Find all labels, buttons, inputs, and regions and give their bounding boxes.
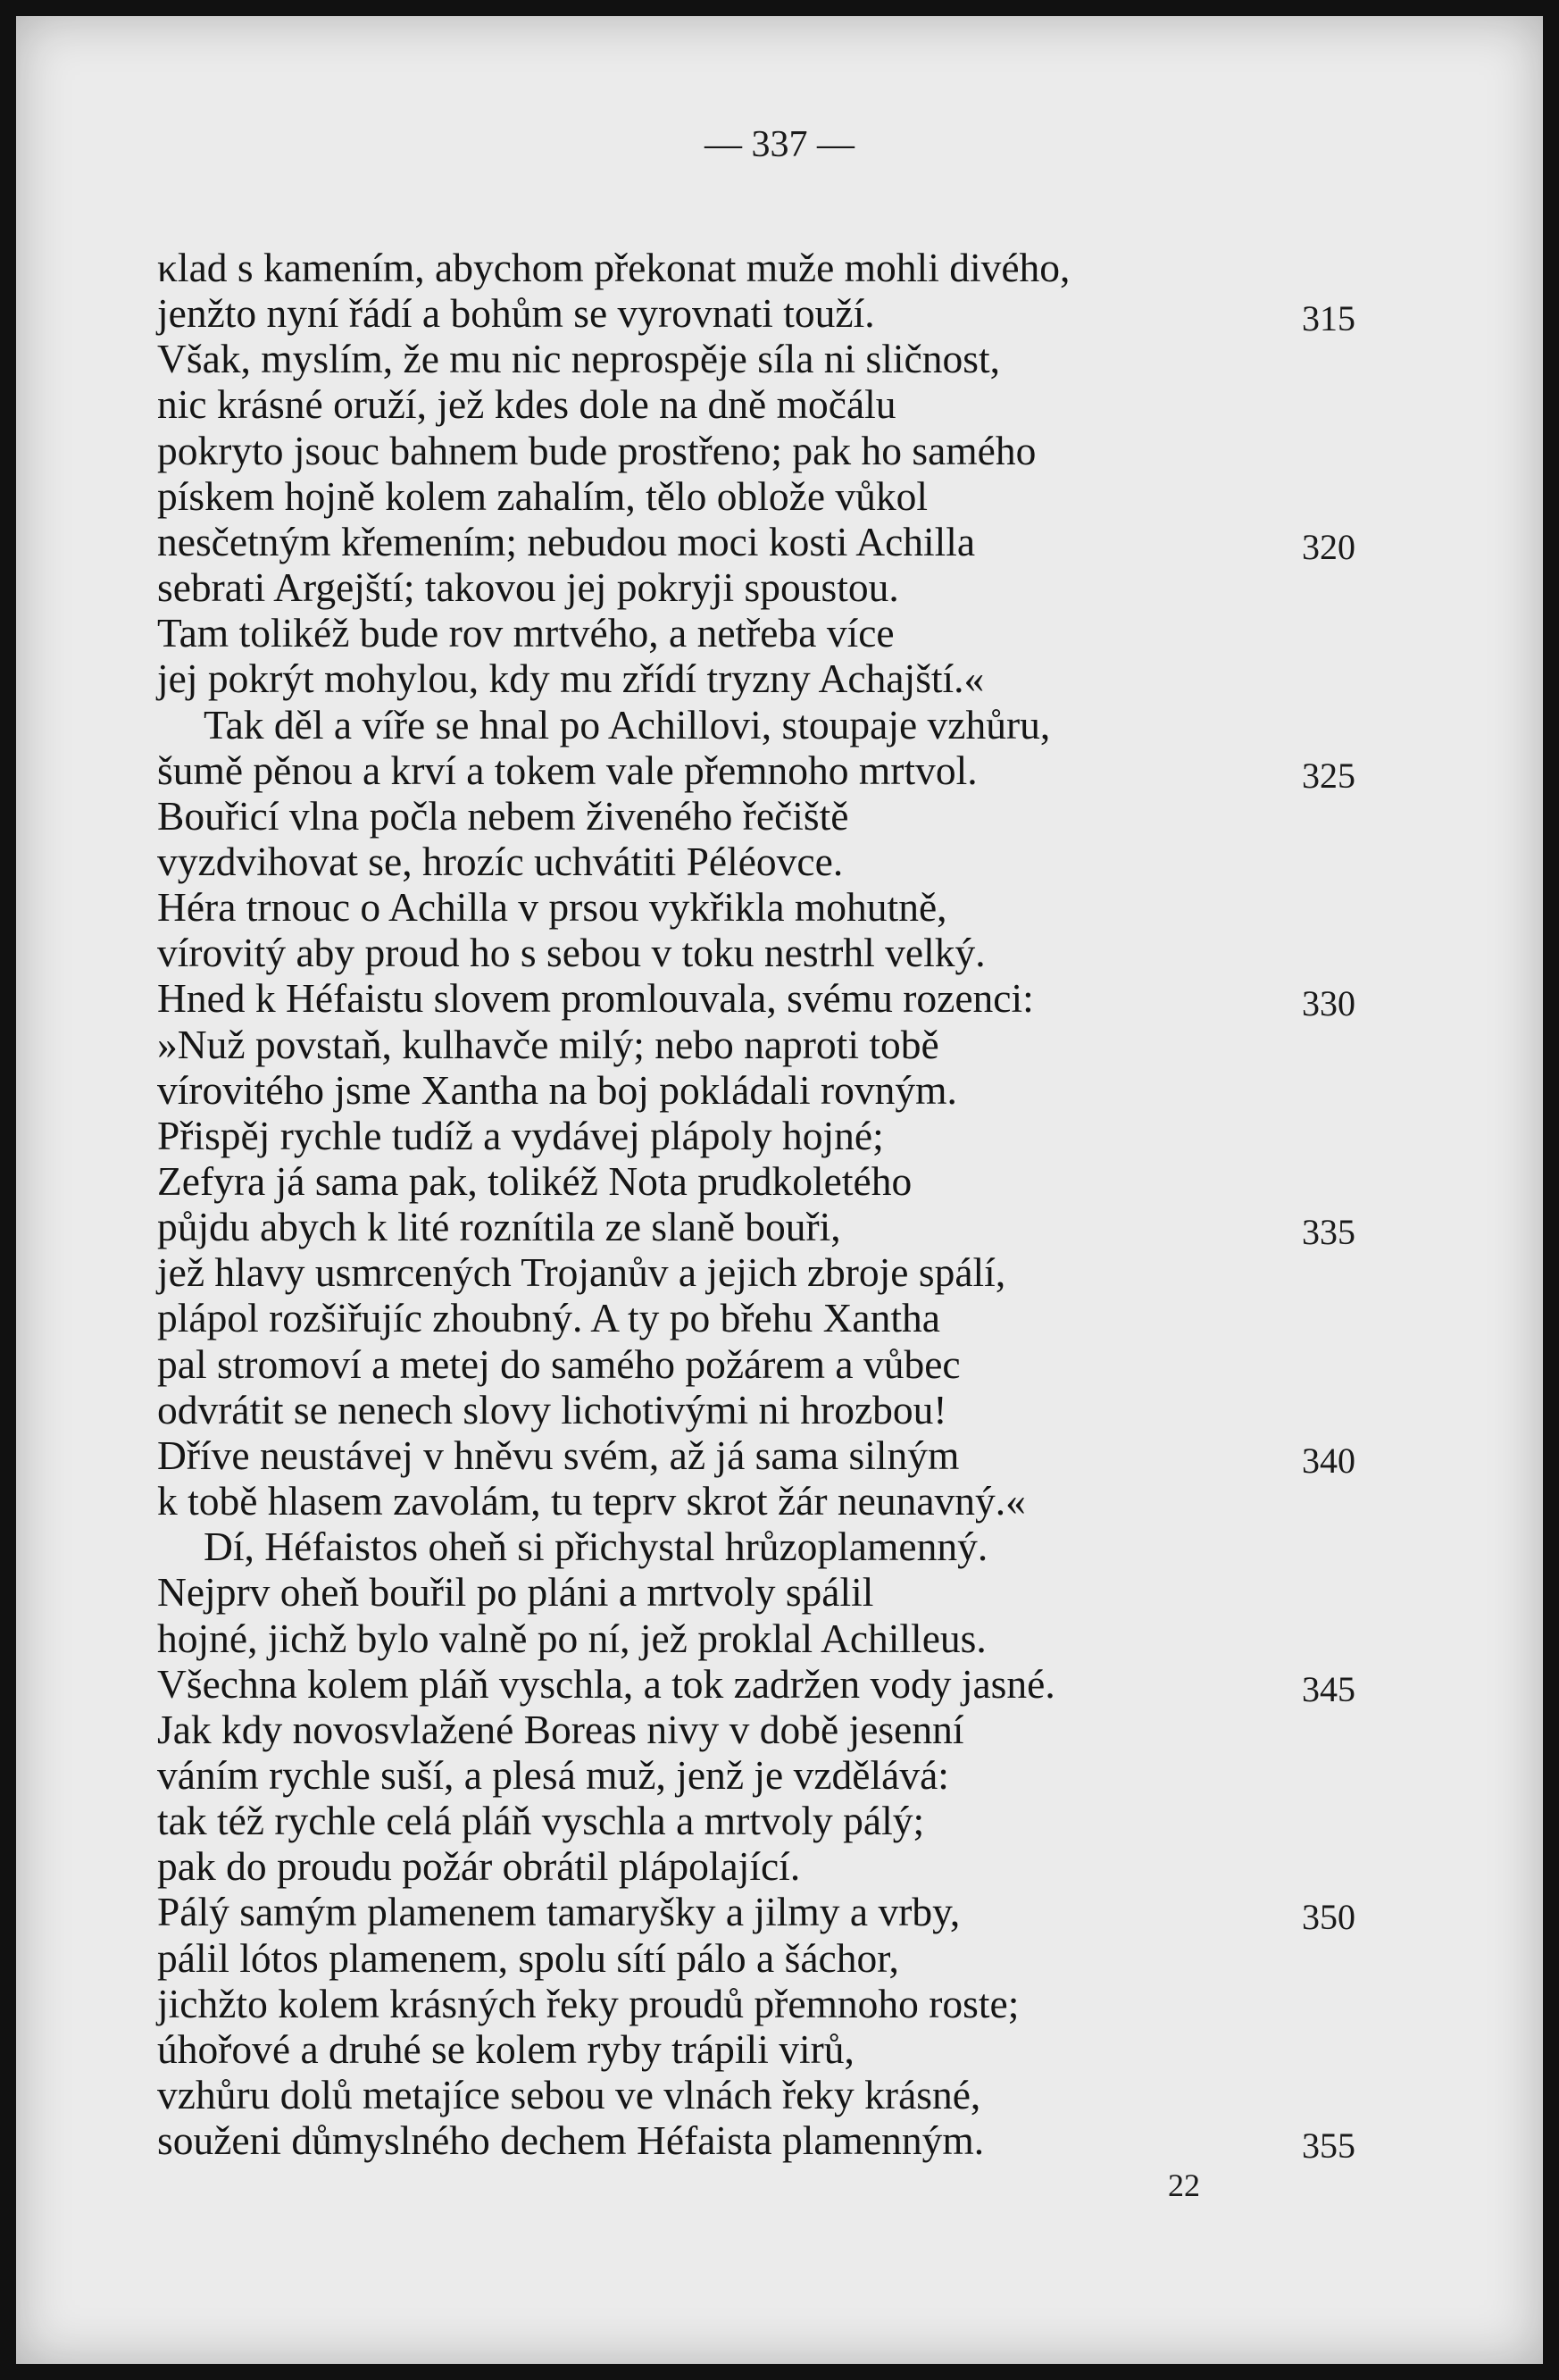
verse-line <box>157 1707 1264 1752</box>
verse-text: jichžto kolem krásných řeky proudů přemnoho roste; <box>157 1981 1020 2026</box>
verse-text: nic krásné oruží, jež kdes dole na dně močálu <box>157 381 896 427</box>
verse-line <box>157 1478 1264 1524</box>
verse-text: pokryto jsouc bahnem bude prostřeno; pak ho samého <box>157 428 1037 473</box>
verse-text: pískem hojně kolem zahalím, tělo obložе vůkol <box>157 473 929 519</box>
page-number-header: — 337 — <box>704 124 855 165</box>
verse-text: hojné, jichž bylo valně po ní, jež proklal Achilleus. <box>157 1616 987 1661</box>
verse-line <box>157 1981 1264 2026</box>
verse-text: pálil lótos plamenem, spolu sítí pálo a šáchor, <box>157 1935 899 1981</box>
verse-line <box>204 702 1264 747</box>
verse-line <box>157 245 1264 290</box>
verse-text: Však, myslím, že mu nic neprospěje síla ni sličnost, <box>157 336 1000 381</box>
verse-text: Všechna kolem pláň vyschla, a tok zadržen vody jasné. <box>157 1661 1055 1707</box>
verse-line <box>157 1843 1264 1889</box>
line-number: 335 <box>1302 1212 1355 1252</box>
verse-line <box>157 2072 1264 2117</box>
verse-text: k tobě hlasem zavolám, tu teprv skrot žár neunavný.« <box>157 1478 1026 1524</box>
verse-text: souženi důmyslného dechem Héfaista plamenným. <box>157 2117 985 2163</box>
verse-line <box>157 975 1264 1021</box>
verse-text: Pálý samým plamenem tamaryšky a jilmy a vrby, <box>157 1889 961 1934</box>
line-number: 320 <box>1302 527 1355 567</box>
verse-line <box>157 1661 1264 1707</box>
line-number: 345 <box>1302 1669 1355 1709</box>
verse-line <box>157 793 1264 839</box>
verse-line <box>157 1569 1264 1615</box>
verse-text: κlad s kamením, abychom překonat muže mohli divého, <box>157 245 1071 290</box>
verse-line <box>157 1249 1264 1295</box>
verse-line <box>157 428 1264 473</box>
verse-line <box>157 290 1264 336</box>
verse-line <box>157 1889 1264 1934</box>
verse-text: tak též rychle celá pláň vyschla a mrtvoly pálý; <box>157 1798 925 1843</box>
verse-text: vzhůru dolů metajíce sebou ve vlnách řeky krásné, <box>157 2072 981 2117</box>
line-number: 355 <box>1302 2125 1355 2166</box>
verse-line <box>157 1158 1264 1204</box>
verse-line <box>157 1204 1264 1249</box>
verse-text: odvrátit se nenech slovy lichotivými ni hrozbou! <box>157 1387 947 1432</box>
verse-block <box>16 16 1543 2364</box>
verse-text: Héra trnouc o Achilla v prsou vykřikla mohutně, <box>157 884 947 930</box>
verse-text: jenžto nyní řádí a bohům se vyrovnati touží. <box>157 290 875 336</box>
verse-text: Bouřicí vlna počla nebem živeného řečiště <box>157 793 849 839</box>
verse-line <box>157 1022 1264 1067</box>
verse-line <box>157 1616 1264 1661</box>
verse-line <box>157 884 1264 930</box>
verse-text: pal stromoví a metej do samého požárem a vůbec <box>157 1341 961 1387</box>
verse-line <box>157 336 1264 381</box>
verse-line <box>157 610 1264 656</box>
verse-text: Nejprv oheň bouřil po pláni a mrtvoly spálil <box>157 1569 874 1615</box>
verse-text: Tak děl a víře se hnal po Achillovi, stoupaje vzhůru, <box>204 702 1051 747</box>
verse-text: Přispěj rychle tudíž a vydávej plápoly hojné; <box>157 1113 884 1158</box>
verse-text: půjdu abych k lité roznítila ze slaně bouři, <box>157 1204 841 1249</box>
verse-text: Jak kdy novosvlažené Boreas nivy v době jesenní <box>157 1707 964 1752</box>
verse-text: Tam tolikéž bude rov mrtvého, a netřeba více <box>157 610 895 656</box>
verse-text: Zefyra já sama pak, tolikéž Nota prudkoletého <box>157 1158 913 1204</box>
line-number: 350 <box>1302 1897 1355 1937</box>
verse-line <box>157 1295 1264 1340</box>
verse-text: Hned k Héfaistu slovem promlouvala, svému rozenci: <box>157 975 1034 1021</box>
verse-text: úhořové a druhé se kolem ryby trápili virů, <box>157 2026 855 2072</box>
verse-line <box>157 1752 1264 1798</box>
verse-line <box>157 1432 1264 1478</box>
verse-text: jež hlavy usmrcených Trojanův a jejich zbroje spálí, <box>157 1249 1006 1295</box>
verse-line <box>157 381 1264 427</box>
verse-line <box>157 473 1264 519</box>
verse-text: vírovitý aby proud ho s sebou v toku nestrhl velký. <box>157 930 986 975</box>
verse-line <box>157 2026 1264 2072</box>
verse-text: pak do proudu požár obrátil plápolající. <box>157 1843 801 1889</box>
line-number: 340 <box>1302 1441 1355 1481</box>
verse-line <box>157 1387 1264 1432</box>
verse-line <box>157 519 1264 564</box>
verse-text: vyzdvihovat se, hrozíc uchvátiti Péléovce. <box>157 839 844 884</box>
book-page <box>16 16 1543 2364</box>
verse-text: sebrati Argejští; takovou jej pokryji spoustou. <box>157 564 899 610</box>
verse-line <box>157 930 1264 975</box>
verse-line <box>157 1798 1264 1843</box>
verse-text: šumě pěnou a krví a tokem vale přemnoho mrtvol. <box>157 747 978 793</box>
verse-line <box>157 747 1264 793</box>
signature-mark: 22 <box>1168 2167 1200 2203</box>
verse-text: jej pokrýt mohylou, kdy mu zřídí tryzny Achajští.« <box>157 656 985 701</box>
verse-line <box>157 656 1264 701</box>
verse-text: Dříve neustávej v hněvu svém, až já sama silným <box>157 1432 960 1478</box>
verse-text: plápol rozšiřujíc zhoubný. A ty po břehu Xantha <box>157 1295 940 1340</box>
verse-line <box>157 2117 1264 2163</box>
verse-text: »Nuž povstaň, kulhavče milý; nebo naproti tobě <box>157 1022 939 1067</box>
verse-line <box>157 1935 1264 1981</box>
verse-line <box>157 564 1264 610</box>
verse-text: nesčetným křemením; nebudou moci kosti Achilla <box>157 519 976 564</box>
verse-line <box>157 1341 1264 1387</box>
line-number: 315 <box>1302 298 1355 338</box>
verse-line <box>157 839 1264 884</box>
line-number: 330 <box>1302 983 1355 1023</box>
verse-line <box>157 1113 1264 1158</box>
verse-text: vírovitého jsme Xantha na boj pokládali rovným. <box>157 1067 957 1113</box>
verse-text: Dí, Héfaistos oheň si přichystal hrůzoplamenný. <box>204 1524 988 1569</box>
verse-line <box>204 1524 1264 1569</box>
verse-text: váním rychle suší, a plesá muž, jenž je vzdělává: <box>157 1752 949 1798</box>
verse-line <box>157 1067 1264 1113</box>
line-number: 325 <box>1302 756 1355 796</box>
